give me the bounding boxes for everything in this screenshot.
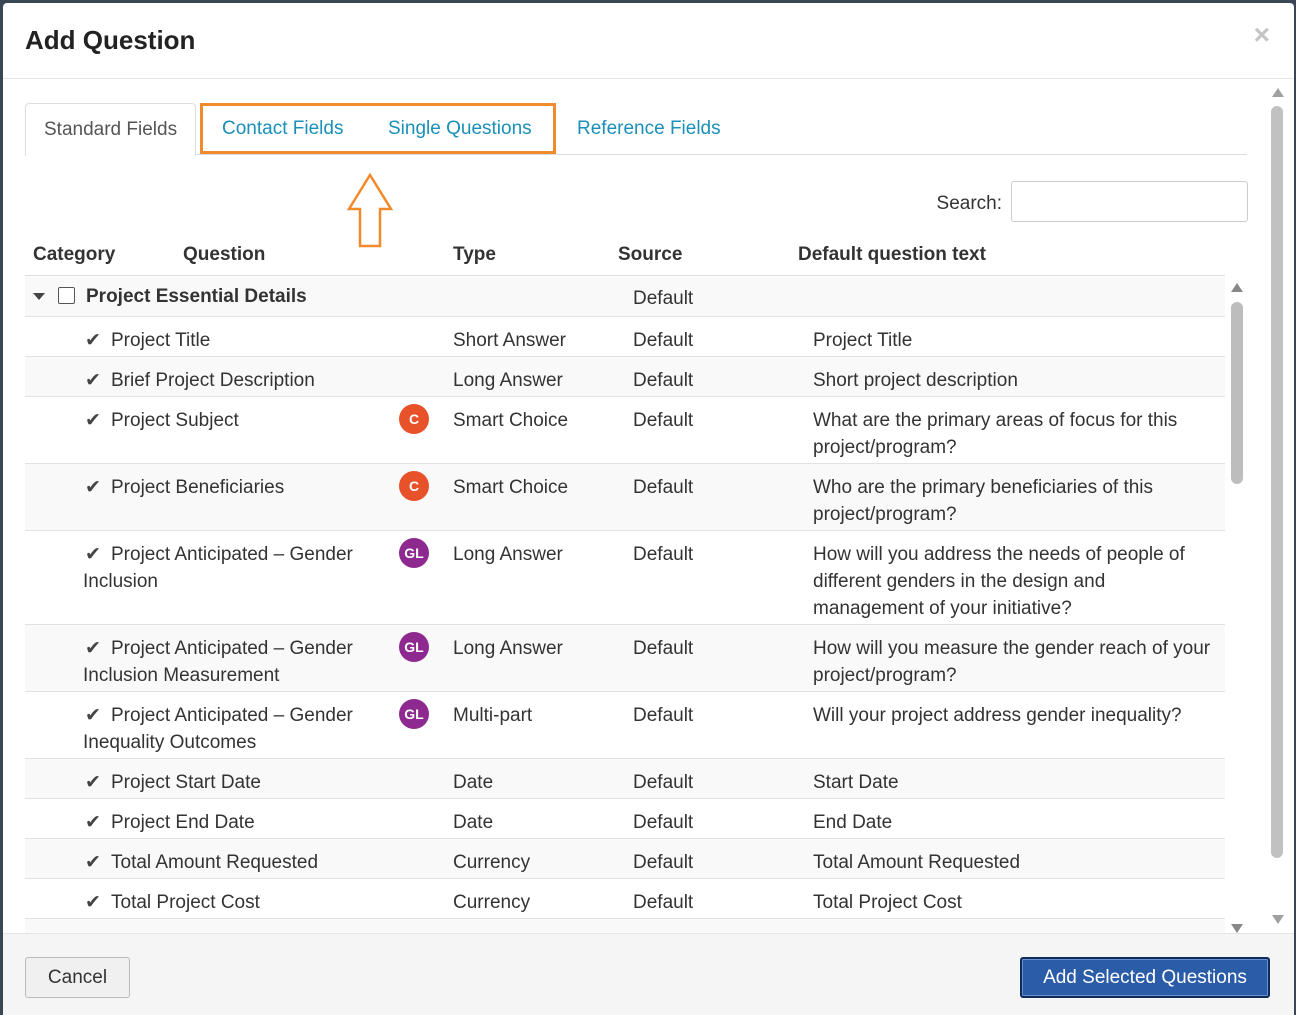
questions-table — [25, 277, 1225, 935]
scroll-thumb[interactable] — [1231, 302, 1243, 484]
column-header-type[interactable]: Type — [453, 244, 496, 265]
question-cell — [83, 809, 383, 836]
question-cell — [83, 541, 383, 595]
checkmark-icon[interactable]: ✔ — [85, 370, 101, 391]
default-text-cell: Start Date — [813, 772, 899, 793]
scroll-up-icon[interactable] — [1272, 88, 1284, 97]
question-label: Project Beneficiaries — [111, 477, 285, 498]
checkmark-icon[interactable]: ✔ — [85, 477, 101, 498]
default-text-cell: How will you address the needs of people of different genders in the design and management of your initiative? — [813, 544, 1185, 619]
badge-cell — [399, 699, 429, 729]
question-label: Project Start Date — [111, 772, 261, 793]
scroll-down-icon[interactable] — [1231, 924, 1243, 933]
question-label: Project Title — [111, 330, 211, 351]
default-text-cell: How will you measure the gender reach of your project/program? — [813, 638, 1211, 686]
gender-lens-badge-icon: GL — [399, 538, 429, 568]
type-cell: Multi-part — [453, 705, 533, 726]
source-cell: Default — [633, 892, 694, 913]
source-cell: Default — [633, 705, 694, 726]
checkmark-icon[interactable]: ✔ — [85, 852, 101, 873]
source-cell: Default — [633, 330, 694, 351]
default-text-cell: End Date — [813, 812, 893, 833]
group-checkbox[interactable] — [58, 287, 75, 304]
modal-footer — [3, 933, 1294, 1015]
caret-down-icon[interactable] — [33, 293, 45, 300]
question-label: Project Anticipated – Gender Inclusion Measurement — [83, 638, 353, 686]
source-cell: Default — [633, 852, 694, 873]
table-scrollbar[interactable] — [1229, 283, 1245, 933]
table-row[interactable] — [25, 317, 1225, 357]
question-cell — [83, 327, 383, 354]
question-cell — [83, 635, 383, 689]
group-source: Default — [633, 288, 694, 309]
smart-choice-badge-icon: C — [399, 471, 429, 501]
scroll-up-icon[interactable] — [1231, 283, 1243, 292]
modal-header — [3, 3, 1294, 79]
question-label: Project Anticipated – Gender Inclusion — [83, 544, 353, 592]
checkmark-icon[interactable]: ✔ — [85, 772, 101, 793]
table-row[interactable] — [25, 464, 1225, 531]
column-header-default-text[interactable]: Default question text — [798, 244, 986, 265]
default-text-cell: Project Title — [813, 330, 913, 351]
modal-body — [3, 80, 1294, 935]
arrow-up-annotation-icon — [346, 173, 394, 249]
source-cell: Default — [633, 772, 694, 793]
table-header — [25, 236, 1225, 276]
question-cell — [83, 889, 383, 916]
checkmark-icon[interactable]: ✔ — [85, 705, 101, 726]
default-text-cell: Total Amount Requested — [813, 852, 1021, 873]
question-cell — [83, 474, 383, 501]
group-row — [25, 277, 1225, 317]
search-label: Search: — [936, 193, 1002, 214]
default-text-cell: What are the primary areas of focus for this project/program? — [813, 410, 1178, 458]
table-row[interactable] — [25, 759, 1225, 799]
source-cell: Default — [633, 638, 694, 659]
gender-lens-badge-icon: GL — [399, 632, 429, 662]
tab-standard-fields[interactable]: Standard Fields — [25, 103, 196, 156]
badge-cell — [399, 538, 429, 568]
source-cell: Default — [633, 370, 694, 391]
type-cell: Currency — [453, 852, 531, 873]
question-label: Project End Date — [111, 812, 255, 833]
type-cell: Currency — [453, 892, 531, 913]
question-cell — [83, 769, 383, 796]
checkmark-icon[interactable]: ✔ — [85, 330, 101, 351]
question-rows — [25, 317, 1225, 959]
default-text-cell: Short project description — [813, 370, 1018, 391]
source-cell: Default — [633, 477, 694, 498]
column-header-category[interactable]: Category — [33, 244, 116, 265]
table-row[interactable] — [25, 397, 1225, 464]
add-question-modal — [3, 3, 1294, 1015]
type-cell: Long Answer — [453, 370, 563, 391]
checkmark-icon[interactable]: ✔ — [85, 892, 101, 913]
cancel-button[interactable]: Cancel — [25, 957, 130, 998]
table-row[interactable] — [25, 839, 1225, 879]
question-label: Total Amount Requested — [111, 852, 319, 873]
modal-scrollbar[interactable] — [1270, 86, 1286, 926]
default-text-cell: Total Project Cost — [813, 892, 962, 913]
source-cell: Default — [633, 410, 694, 431]
add-selected-questions-button[interactable]: Add Selected Questions — [1020, 957, 1270, 998]
type-cell: Smart Choice — [453, 410, 569, 431]
question-label: Brief Project Description — [111, 370, 315, 391]
table-row[interactable] — [25, 799, 1225, 839]
table-row[interactable] — [25, 692, 1225, 759]
type-cell: Date — [453, 772, 494, 793]
type-cell: Date — [453, 812, 494, 833]
tab-bar — [25, 103, 1247, 155]
source-cell: Default — [633, 544, 694, 565]
table-row[interactable] — [25, 357, 1225, 397]
table-row[interactable] — [25, 625, 1225, 692]
checkmark-icon[interactable]: ✔ — [85, 638, 101, 659]
tab-contact-fields[interactable]: Contact Fields — [222, 118, 344, 139]
scroll-thumb[interactable] — [1271, 106, 1283, 858]
type-cell: Long Answer — [453, 638, 563, 659]
type-cell: Smart Choice — [453, 477, 569, 498]
badge-cell — [399, 471, 429, 501]
question-cell — [83, 849, 383, 876]
search-input[interactable] — [1011, 181, 1248, 222]
checkmark-icon[interactable]: ✔ — [85, 410, 101, 431]
question-cell — [83, 702, 383, 756]
tab-single-questions[interactable]: Single Questions — [388, 118, 532, 139]
question-label: Total Project Cost — [111, 892, 260, 913]
type-cell: Short Answer — [453, 330, 566, 351]
column-header-source[interactable]: Source — [618, 244, 683, 265]
modal-title: Add Question — [25, 25, 196, 55]
badge-cell — [399, 404, 429, 434]
column-header-question[interactable]: Question — [183, 244, 266, 265]
table-row[interactable] — [25, 531, 1225, 625]
default-text-cell: Who are the primary beneficiaries of this project/program? — [813, 477, 1154, 525]
question-label: Project Subject — [111, 410, 239, 431]
checkmark-icon[interactable]: ✔ — [85, 812, 101, 833]
gender-lens-badge-icon: GL — [399, 699, 429, 729]
question-cell — [83, 407, 383, 434]
source-cell: Default — [633, 812, 694, 833]
question-label: Project Anticipated – Gender Inequality Outcomes — [83, 705, 353, 753]
type-cell: Long Answer — [453, 544, 563, 565]
tab-reference-fields[interactable]: Reference Fields — [577, 118, 721, 139]
default-text-cell: Will your project address gender inequality? — [813, 705, 1182, 726]
badge-cell — [399, 632, 429, 662]
group-label: Project Essential Details — [86, 286, 307, 307]
checkmark-icon[interactable]: ✔ — [85, 544, 101, 565]
scroll-down-icon[interactable] — [1272, 915, 1284, 924]
question-cell — [83, 367, 383, 394]
table-row[interactable] — [25, 879, 1225, 919]
close-icon[interactable]: × — [1253, 19, 1270, 50]
smart-choice-badge-icon: C — [399, 404, 429, 434]
